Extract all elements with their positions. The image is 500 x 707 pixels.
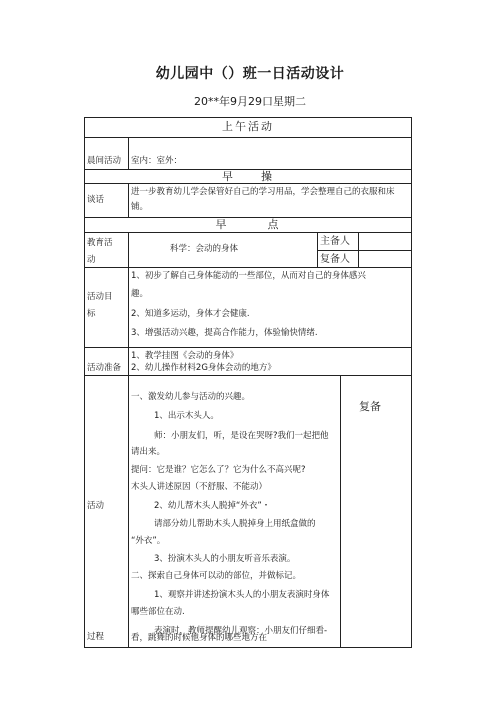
goal-line-4: 3、增强活动兴趣，提高合作能力，体验愉快情绪. [131,328,318,338]
talk-line-1: 进一步教育幼儿学会保管好自己的学习用品，学会整理自己的衣服和床 [131,187,395,197]
morning-activity-label: 晨间活动 [87,156,122,166]
process-line-14: 表演时，教师提醒幼儿观察：小朋友们仔细看- [154,626,328,636]
process-label-1: 活动 [87,501,105,511]
activity-table [84,117,412,647]
document-title: 幼儿园中（）班一日活动设计 [155,66,345,82]
process-line-9: “外衣”。 [131,536,166,546]
main-preparer-label: 主备人 [320,236,350,247]
goal-line-1: 1、初步了解自己身体能动的一些部位，从而对自己的身体感兴 [131,271,366,281]
goals-label-1: 活动目 [87,292,113,302]
morning-exercise-header: 早 操 [222,170,274,183]
edu-activity-label-1: 教育活 [87,238,113,248]
goal-line-2: 趣。 [131,289,149,299]
process-line-10: 3、扮演木头人的小朋友听音乐表演。 [154,554,296,564]
process-label-2: 过程 [87,632,105,642]
process-line-2: 1、出示木头人。 [154,411,219,421]
process-line-11: 二、探索自己身体可以动的部位，并做标记。 [131,571,302,581]
goal-line-3: 2、知道多运动，身体才会健康. [131,309,250,319]
process-line-13: 哪些部位在动. [131,607,185,617]
morning-activity-content: 室内：室外： [131,156,183,166]
process-line-15: 看，跳舞的时候他身体的哪些地方在 [131,633,268,643]
morning-activities-header: 上午活动 [222,120,274,133]
edu-activity-content: 科学：会动的身体 [170,244,239,254]
process-line-4: 请出来。 [131,447,166,457]
edu-activity-label-2: 动 [87,255,96,265]
talk-label: 谈话 [87,195,105,205]
process-line-6: 木头人讲述原因（不舒服、不能动） [131,482,268,492]
process-line-12: 1、观察并讲述扮演木头人的小朋友表演时身体 [154,590,330,600]
process-line-1: 一、激发幼儿参与活动的兴趣。 [131,392,251,402]
morning-snack-header: 早 点 [215,218,281,231]
prep-label: 活动准备 [87,363,122,373]
document-date: 20**年9月29口星期二 [194,95,306,108]
review-preparer-label: 复备人 [320,254,350,265]
process-line-3: 师：小朋友们，听，是设在哭呀?我们一起把他 [154,431,329,441]
talk-line-2: 铺。 [131,202,149,212]
review-column-label: 复备 [359,400,381,413]
goals-label-2: 标 [87,309,96,319]
prep-line-1: 1、教学挂图《会动的身体》 [131,351,239,361]
prep-line-2: 2、幼儿操作材料2G身体会动的地方》 [131,363,276,373]
process-line-5: 提问：它是谁？它怎么了？它为什么不高兴呢? [131,465,306,475]
process-line-8: 请部分幼儿帮助木头人脱掉身上用纸盒做的 [154,519,316,529]
process-line-7: 2、幼儿帮木头人脱掉“外衣”・ [154,501,271,511]
